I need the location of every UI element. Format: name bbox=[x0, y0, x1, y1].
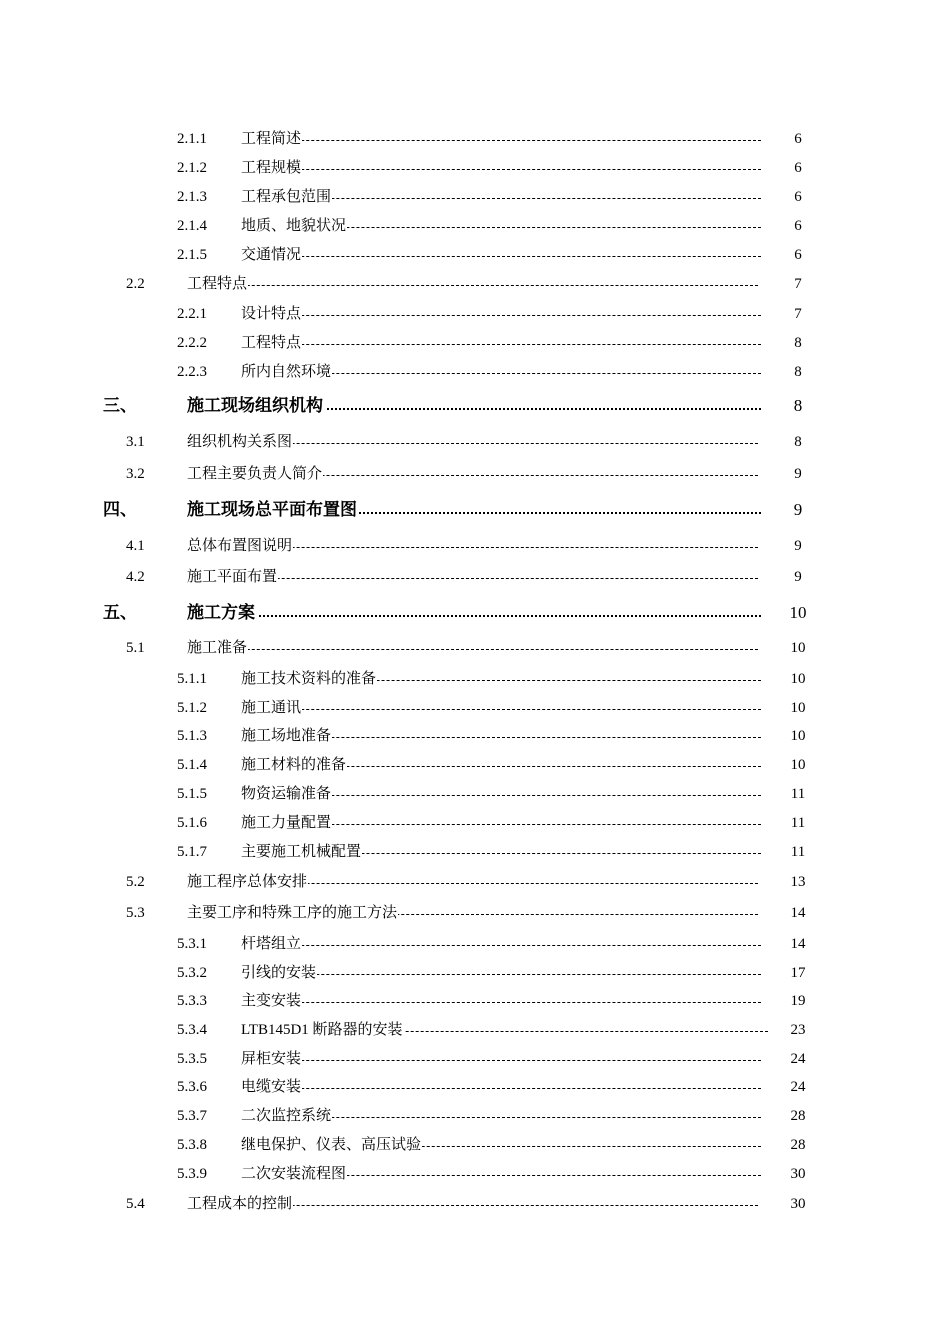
toc-entry-title: 工程成本的控制 bbox=[187, 1192, 293, 1216]
toc-entry-number: 2.1.3 bbox=[177, 189, 207, 205]
toc-entry-number: 2.1.5 bbox=[177, 247, 207, 263]
toc-entry[interactable] bbox=[0, 840, 950, 864]
toc-entry-page-number: 30 bbox=[790, 1166, 806, 1182]
toc-entry-page-number: 17 bbox=[790, 965, 806, 981]
toc-entry-number: 五、 bbox=[103, 603, 137, 622]
toc-entry[interactable] bbox=[0, 1192, 950, 1216]
toc-entry-number: 5.3.2 bbox=[177, 965, 207, 981]
toc-entry-page-number: 24 bbox=[790, 1079, 806, 1095]
toc-entry[interactable] bbox=[0, 565, 950, 589]
toc-entry-page-number: 6 bbox=[794, 247, 802, 263]
toc-entry-title: 主变安装 bbox=[241, 989, 302, 1013]
toc-entry-page-number: 10 bbox=[790, 640, 806, 656]
toc-entry[interactable] bbox=[0, 534, 950, 558]
toc-entry[interactable] bbox=[0, 462, 950, 486]
toc-entry-number: 5.3.6 bbox=[177, 1079, 207, 1095]
toc-entry[interactable] bbox=[0, 724, 950, 748]
toc-entry[interactable] bbox=[0, 989, 950, 1013]
toc-entry[interactable] bbox=[0, 1104, 950, 1128]
toc-entry-title: 引线的安装 bbox=[241, 961, 317, 985]
toc-entry-page-number: 14 bbox=[790, 905, 806, 921]
toc-entry-title: 工程规模 bbox=[241, 156, 302, 180]
toc-entry-number: 2.2.2 bbox=[177, 335, 207, 351]
toc-entry-page-number: 9 bbox=[794, 538, 802, 554]
toc-entry-page-number: 10 bbox=[790, 671, 806, 687]
toc-entry-page-number: 10 bbox=[790, 757, 806, 773]
toc-entry-title: 组织机构关系图 bbox=[187, 430, 293, 454]
toc-entry-title: 二次安装流程图 bbox=[241, 1162, 347, 1186]
toc-entry-page-number: 11 bbox=[790, 786, 806, 802]
toc-entry-number: 5.3.7 bbox=[177, 1108, 207, 1124]
toc-entry[interactable] bbox=[0, 667, 950, 691]
toc-entry-page-number: 11 bbox=[790, 815, 806, 831]
toc-entry-page-number: 8 bbox=[794, 335, 802, 351]
toc-entry-page-number: 13 bbox=[790, 874, 806, 890]
toc-entry-number: 5.2 bbox=[126, 874, 145, 890]
toc-entry-page-number: 19 bbox=[790, 993, 806, 1009]
toc-entry-title: 工程特点 bbox=[187, 272, 248, 296]
toc-entry-number: 5.1.1 bbox=[177, 671, 207, 687]
toc-entry-number: 5.3.1 bbox=[177, 936, 207, 952]
toc-entry-number: 5.4 bbox=[126, 1196, 145, 1212]
toc-entry-number: 3.1 bbox=[126, 434, 145, 450]
toc-entry[interactable] bbox=[0, 1018, 950, 1042]
toc-entry-page-number: 7 bbox=[794, 306, 802, 322]
toc-entry[interactable] bbox=[0, 870, 950, 894]
toc-entry-title: 施工程序总体安排 bbox=[187, 870, 308, 894]
toc-entry[interactable] bbox=[0, 127, 950, 151]
toc-entry[interactable] bbox=[0, 498, 950, 522]
toc-entry-title: 地质、地貌状况 bbox=[241, 214, 347, 238]
toc-entry-title: 施工平面布置 bbox=[187, 565, 278, 589]
toc-entry-page-number: 9 bbox=[794, 466, 802, 482]
toc-entry-title: 继电保护、仪表、高压试验 bbox=[241, 1133, 422, 1157]
toc-entry-page-number: 6 bbox=[794, 189, 802, 205]
toc-entry[interactable] bbox=[0, 753, 950, 777]
toc-entry-page-number: 7 bbox=[794, 276, 802, 292]
toc-entry-number: 3.2 bbox=[126, 466, 145, 482]
toc-entry-number: 5.1.6 bbox=[177, 815, 207, 831]
toc-entry-page-number: 10 bbox=[790, 700, 806, 716]
toc-entry-number: 5.3.5 bbox=[177, 1051, 207, 1067]
toc-entry-number: 2.1.2 bbox=[177, 160, 207, 176]
toc-entry-title: 所内自然环境 bbox=[241, 360, 332, 384]
toc-entry-title: 施工现场总平面布置图 bbox=[187, 498, 359, 522]
toc-entry-title: 工程主要负责人简介 bbox=[187, 462, 323, 486]
toc-entry-title: 屏柜安装 bbox=[241, 1047, 302, 1071]
toc-entry-page-number: 9 bbox=[793, 500, 803, 519]
toc-entry-title: 施工通讯 bbox=[241, 696, 302, 720]
toc-entry-page-number: 14 bbox=[790, 936, 806, 952]
toc-entry-title: 总体布置图说明 bbox=[187, 534, 293, 558]
toc-entry-title: 施工方案 bbox=[187, 601, 257, 625]
toc-entry-title: 施工场地准备 bbox=[241, 724, 332, 748]
toc-entry-page-number: 6 bbox=[794, 131, 802, 147]
toc-entry-page-number: 8 bbox=[794, 434, 802, 450]
toc-entry-title: 施工材料的准备 bbox=[241, 753, 347, 777]
toc-entry-number: 2.1.1 bbox=[177, 131, 207, 147]
toc-entry-number: 5.1.7 bbox=[177, 844, 207, 860]
toc-entry-title: 设计特点 bbox=[241, 302, 302, 326]
toc-entry-title: 工程特点 bbox=[241, 331, 302, 355]
toc-entry[interactable] bbox=[0, 243, 950, 267]
toc-entry-page-number: 23 bbox=[790, 1022, 806, 1038]
toc-entry-title: 主要施工机械配置 bbox=[241, 840, 362, 864]
toc-entry-title: LTB145D1 断路器的安装 bbox=[241, 1018, 404, 1042]
toc-entry-number: 2.1.4 bbox=[177, 218, 207, 234]
toc-entry-number: 5.3.9 bbox=[177, 1166, 207, 1182]
toc-entry-page-number: 10 bbox=[790, 728, 806, 744]
toc-entry-number: 5.3 bbox=[126, 905, 145, 921]
toc-entry-title: 工程承包范围 bbox=[241, 185, 332, 209]
toc-entry[interactable] bbox=[0, 696, 950, 720]
toc-entry[interactable] bbox=[0, 601, 950, 625]
toc-entry-page-number: 10 bbox=[789, 603, 807, 622]
toc-entry-title: 施工力量配置 bbox=[241, 811, 332, 835]
toc-entry-page-number: 8 bbox=[793, 396, 803, 415]
toc-entry-number: 5.1.3 bbox=[177, 728, 207, 744]
toc-entry[interactable] bbox=[0, 185, 950, 209]
toc-entry-number: 5.1 bbox=[126, 640, 145, 656]
toc-entry[interactable] bbox=[0, 932, 950, 956]
toc-entry[interactable] bbox=[0, 901, 950, 925]
toc-entry-page-number: 6 bbox=[794, 218, 802, 234]
toc-entry-title: 工程简述 bbox=[241, 127, 302, 151]
toc-entry-number: 5.3.8 bbox=[177, 1137, 207, 1153]
toc-entry[interactable] bbox=[0, 1162, 950, 1186]
toc-entry[interactable] bbox=[0, 360, 950, 384]
toc-entry-page-number: 28 bbox=[790, 1137, 806, 1153]
toc-entry-page-number: 11 bbox=[790, 844, 806, 860]
toc-entry-title: 交通情况 bbox=[241, 243, 302, 267]
toc-entry[interactable] bbox=[0, 811, 950, 835]
toc-entry-page-number: 9 bbox=[794, 569, 802, 585]
toc-entry-title: 施工准备 bbox=[187, 636, 248, 660]
toc-entry-page-number: 8 bbox=[794, 364, 802, 380]
toc-entry-number: 4.1 bbox=[126, 538, 145, 554]
toc-entry[interactable] bbox=[0, 1047, 950, 1071]
toc-entry-page-number: 24 bbox=[790, 1051, 806, 1067]
toc-entry-title: 施工技术资料的准备 bbox=[241, 667, 377, 691]
toc-entry-page-number: 30 bbox=[790, 1196, 806, 1212]
toc-entry[interactable] bbox=[0, 302, 950, 326]
toc-entry-number: 5.1.4 bbox=[177, 757, 207, 773]
toc-entry-title: 二次监控系统 bbox=[241, 1104, 332, 1128]
toc-entry-page-number: 6 bbox=[794, 160, 802, 176]
toc-entry-title: 杆塔组立 bbox=[241, 932, 302, 956]
toc-entry[interactable] bbox=[0, 331, 950, 355]
toc-entry[interactable] bbox=[0, 636, 950, 660]
toc-entry-number: 2.2.1 bbox=[177, 306, 207, 322]
toc-entry[interactable] bbox=[0, 272, 950, 296]
toc-entry[interactable] bbox=[0, 1075, 950, 1099]
toc-entry-number: 2.2.3 bbox=[177, 364, 207, 380]
toc-entry[interactable] bbox=[0, 394, 950, 418]
toc-entry-number: 5.3.4 bbox=[177, 1022, 207, 1038]
toc-entry[interactable] bbox=[0, 430, 950, 454]
toc-entry[interactable] bbox=[0, 156, 950, 180]
toc-entry-number: 三、 bbox=[103, 396, 137, 415]
toc-entry-title: 物资运输准备 bbox=[241, 782, 332, 806]
toc-entry[interactable] bbox=[0, 214, 950, 238]
toc-entry-number: 5.3.3 bbox=[177, 993, 207, 1009]
toc-entry-number: 四、 bbox=[103, 500, 137, 519]
toc-entry-number: 4.2 bbox=[126, 569, 145, 585]
toc-entry-title: 施工现场组织机构 bbox=[187, 394, 325, 418]
toc-entry-number: 2.2 bbox=[126, 276, 145, 292]
toc-entry[interactable] bbox=[0, 782, 950, 806]
toc-entry-number: 5.1.5 bbox=[177, 786, 207, 802]
toc-entry-page-number: 28 bbox=[790, 1108, 806, 1124]
toc-entry[interactable] bbox=[0, 1133, 950, 1157]
toc-entry-title: 电缆安装 bbox=[241, 1075, 302, 1099]
toc-entry-number: 5.1.2 bbox=[177, 700, 207, 716]
toc-entry[interactable] bbox=[0, 961, 950, 985]
toc-entry-title: 主要工序和特殊工序的施工方法 bbox=[187, 901, 398, 925]
